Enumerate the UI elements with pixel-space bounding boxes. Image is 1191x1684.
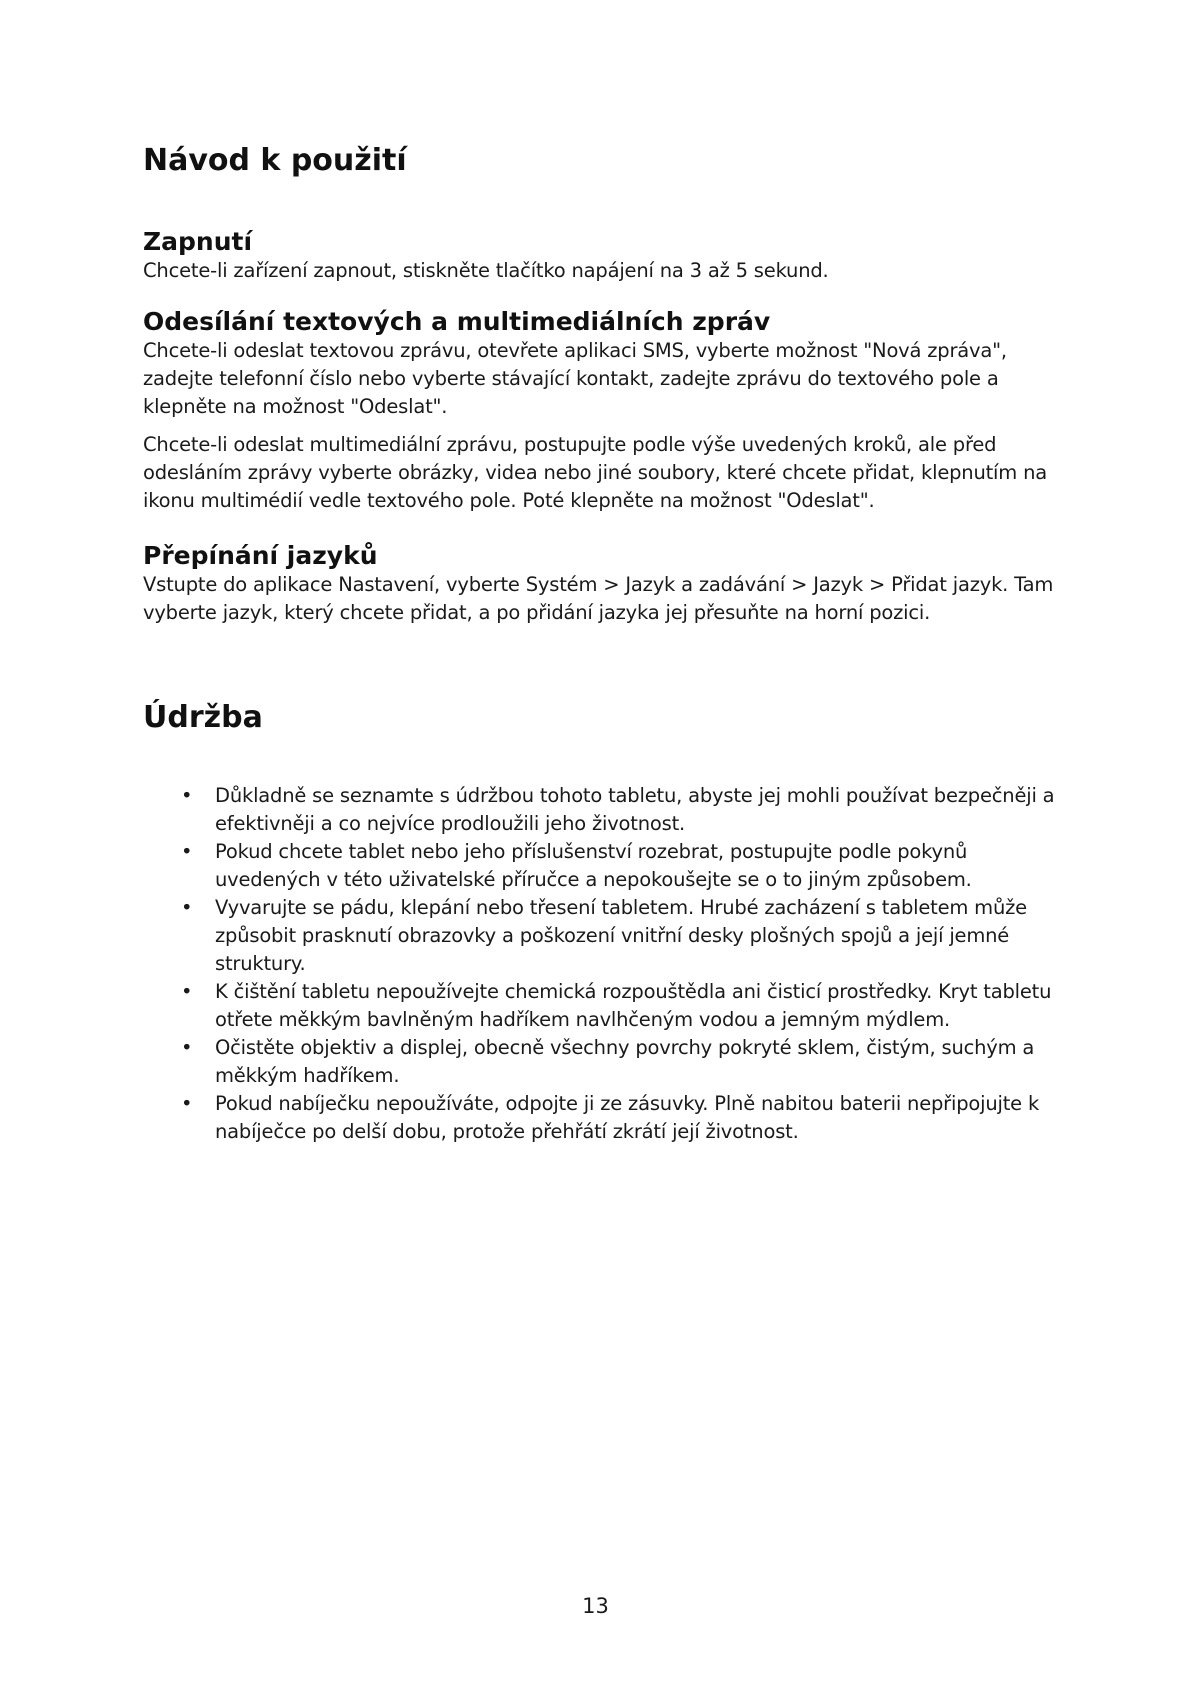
section-title-usage: Návod k použití bbox=[143, 143, 407, 178]
page-number: 13 bbox=[582, 1594, 609, 1618]
maintenance-list bbox=[143, 782, 1073, 1146]
bullet-icon: • bbox=[181, 784, 193, 807]
bullet-icon: • bbox=[181, 980, 193, 1003]
subsection-messages bbox=[143, 307, 1073, 515]
bullet-icon: • bbox=[181, 1036, 193, 1059]
section-title-maintenance: Údržba bbox=[143, 700, 263, 735]
list-item bbox=[143, 1034, 1073, 1090]
bullet-icon: • bbox=[181, 840, 193, 863]
list-item bbox=[143, 894, 1073, 978]
list-item-text: Důkladně se seznamte s údržbou tohoto tabletu, abyste jej mohli používat bezpečněji a efektivněji a co nejvíce prodloužili jeho životnost. bbox=[215, 784, 1055, 835]
paragraph-power: Chcete-li zařízení zapnout, stiskněte tlačítko napájení na 3 až 5 sekund. bbox=[143, 259, 829, 282]
subsection-power bbox=[143, 227, 829, 285]
list-item bbox=[143, 1090, 1073, 1146]
list-item-text: Očistěte objektiv a displej, obecně všechny povrchy pokryté sklem, čistým, suchým a měkkým hadříkem. bbox=[215, 1036, 1035, 1087]
paragraph-spacer bbox=[143, 421, 1073, 431]
list-item-text: Pokud chcete tablet nebo jeho příslušenství rozebrat, postupujte podle pokynů uvedených v této uživatelské příručce a nepokoušejte se o to jiným způsobem. bbox=[215, 840, 972, 891]
subsection-heading-power: Zapnutí bbox=[143, 227, 253, 256]
bullet-icon: • bbox=[181, 1092, 193, 1115]
paragraph-sms: Chcete-li odeslat textovou zprávu, otevřete aplikaci SMS, vyberte možnost "Nová zpráva", zadejte telefonní číslo nebo vyberte stávající kontakt, zadejte zprávu do textového pole a klepněte na možnost "Odeslat". bbox=[143, 339, 1007, 418]
subsection-heading-messages: Odesílání textových a multimediálních zpráv bbox=[143, 307, 771, 336]
paragraph-mms: Chcete-li odeslat multimediální zprávu, postupujte podle výše uvedených kroků, ale před odesláním zprávy vyberte obrázky, videa nebo jiné soubory, které chcete přidat, klepnutím na ikonu multimédií vedle textového pole. Poté klepněte na možnost "Odeslat". bbox=[143, 433, 1047, 512]
list-item-text: Vyvarujte se pádu, klepání nebo třesení tabletem. Hrubé zacházení s tabletem může způsobit prasknutí obrazovky a poškození vnitřní desky plošných spojů a její jemné struktury. bbox=[215, 896, 1027, 975]
list-item-text: Pokud nabíječku nepoužíváte, odpojte ji ze zásuvky. Plně nabitou baterii nepřipojujte k nabíječce po delší dobu, protože přehřátí zkrátí její životnost. bbox=[215, 1092, 1040, 1143]
subsection-language bbox=[143, 541, 1073, 627]
list-item bbox=[143, 978, 1073, 1034]
list-item bbox=[143, 782, 1073, 838]
paragraph-language: Vstupte do aplikace Nastavení, vyberte Systém > Jazyk a zadávání > Jazyk > Přidat jazyk. Tam vyberte jazyk, který chcete přidat, a po přidání jazyka jej přesuňte na horní pozici. bbox=[143, 573, 1054, 624]
list-item-text: K čištění tabletu nepoužívejte chemická rozpouštědla ani čisticí prostředky. Kryt tabletu otřete měkkým bavlněným hadříkem navlhčeným vodou a jemným mýdlem. bbox=[215, 980, 1052, 1031]
subsection-heading-language: Přepínání jazyků bbox=[143, 541, 378, 570]
list-item bbox=[143, 838, 1073, 894]
bullet-icon: • bbox=[181, 896, 193, 919]
